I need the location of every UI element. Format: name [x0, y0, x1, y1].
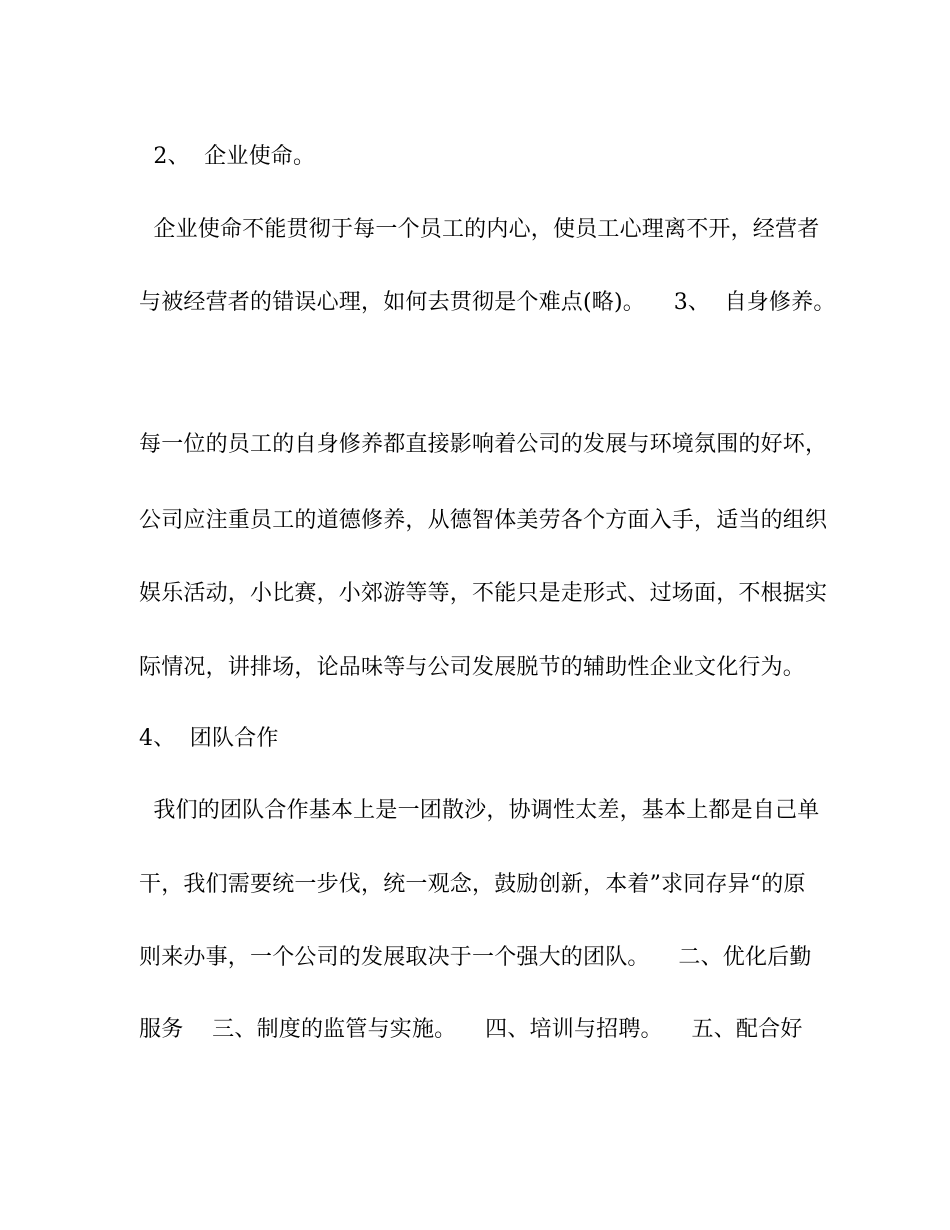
text-line: 我们的团队合作基本上是一团散沙，协调性太差，基本上都是自己单	[139, 798, 820, 823]
text-line: 每一位的员工的自身修养都直接影响着公司的发展与环境氛围的好坏，	[139, 432, 828, 457]
text-line: 公司应注重员工的道德修养，从德智体美劳各个方面入手，适当的组织	[139, 508, 828, 533]
text-line: 则来办事，一个公司的发展取决于一个强大的团队。 二、优化后勤	[139, 945, 812, 970]
text-line: 服务 三、制度的监管与实施。 四、培训与招聘。 五、配合好	[139, 1017, 803, 1042]
text-line: 际情况，讲排场，论品味等与公司发展脱节的辅助性企业文化行为。	[139, 655, 806, 680]
text-line: 娱乐活动，小比赛，小郊游等等，不能只是走形式、过场面，不根据实	[139, 581, 828, 606]
text-line: 干，我们需要统一步伐，统一观念，鼓励创新，本着”求同存异“的原	[139, 872, 806, 897]
text-line: 企业使命不能贯彻于每一个员工的内心，使员工心理离不开，经营者	[139, 217, 820, 242]
text-line-heading-2: 2、 企业使命。	[139, 144, 316, 169]
text-line: 与被经营者的错误心理，如何去贯彻是个难点(略)。 3、 自身修养。	[139, 290, 836, 315]
text-line-heading-4: 4、 团队合作	[139, 726, 279, 751]
